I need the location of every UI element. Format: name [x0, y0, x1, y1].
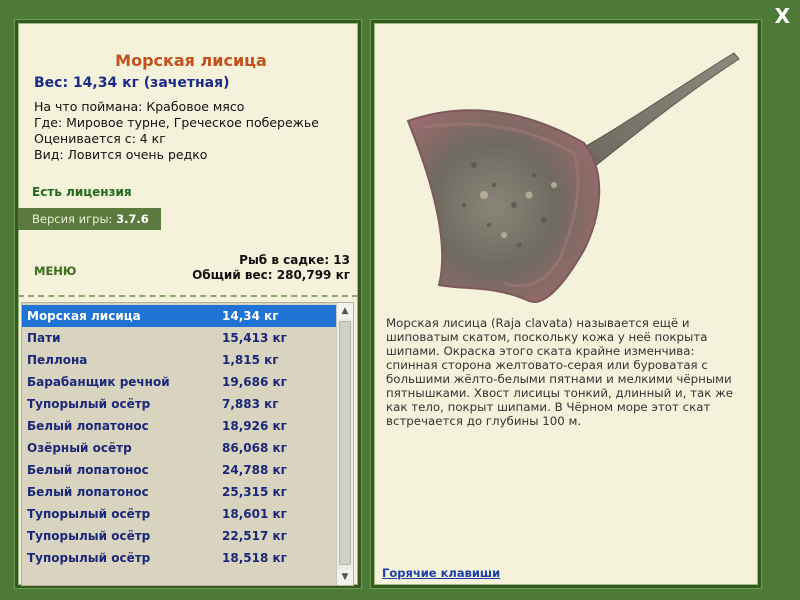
catch-fish-weight: 18,518 кг: [222, 551, 287, 565]
total-weight: Общий вес: 280,799 кг: [192, 268, 350, 282]
fish-weight: Вес: 14,34 кг (зачетная): [34, 75, 230, 91]
valuation-info: Оценивается с: 4 кг: [34, 131, 166, 146]
fish-count: Рыб в садке: 13: [239, 253, 350, 267]
catch-fish-name: Тупорылый осётр: [27, 397, 151, 411]
catch-list-row[interactable]: [22, 393, 337, 415]
fish-description: Морская лисица (Raja clavata) называется ещё и шиповатым скатом, поскольку кожа у неё покрыта шипами. Окраска этого ската крайне изменчива: спинная сторона желтовато-серая или буроватая с большими жёлто-белыми пятнами и мелкими чёрными пятнышками. Хвост лисицы тонкий, длинный и, так же как тело, покрыт шипами. В Чёрном море этот скат встречается до глубины 100 м.: [386, 316, 734, 428]
divider: [18, 295, 358, 297]
bait-info: На что поймана: Крабовое мясо: [34, 99, 245, 114]
fish-info-panel: [15, 20, 361, 588]
catch-list-row[interactable]: [22, 481, 337, 503]
catch-fish-name: Тупорылый осётр: [27, 551, 151, 565]
catch-fish-weight: 7,883 кг: [222, 397, 279, 411]
catch-fish-name: Тупорылый осётр: [27, 507, 151, 521]
catch-fish-weight: 18,926 кг: [222, 419, 287, 433]
catch-list-row[interactable]: [22, 305, 337, 327]
catch-fish-weight: 25,315 кг: [222, 485, 287, 499]
hotkeys-link[interactable]: Горячие клавиши: [382, 566, 501, 580]
catch-list-row[interactable]: [22, 371, 337, 393]
catch-fish-name: Тупорылый осётр: [27, 529, 151, 543]
fish-title: Морская лисица: [115, 51, 267, 70]
catch-fish-weight: 18,601 кг: [222, 507, 287, 521]
keepnet-stats: [192, 253, 350, 283]
catch-fish-name: Белый лопатонос: [27, 419, 149, 433]
menu-button[interactable]: МЕНЮ: [34, 264, 77, 278]
catch-fish-weight: 24,788 кг: [222, 463, 287, 477]
catch-fish-name: Озёрный осётр: [27, 441, 132, 455]
catch-list-row[interactable]: [22, 327, 337, 349]
catch-fish-weight: 22,517 кг: [222, 529, 287, 543]
catch-fish-name: Барабанщик речной: [27, 375, 170, 389]
scroll-up-icon[interactable]: ▲: [337, 303, 353, 319]
catch-fish-weight: 15,413 кг: [222, 331, 287, 345]
catch-fish-name: Морская лисица: [27, 309, 141, 323]
catch-list-row[interactable]: [22, 547, 337, 569]
location-info: Где: Мировое турне, Греческое побережье: [34, 115, 319, 130]
version-value: 3.7.6: [116, 212, 149, 226]
scrollbar[interactable]: [336, 303, 353, 585]
catch-list-box: [21, 302, 354, 586]
stingray-image: [394, 45, 744, 305]
catch-fish-weight: 1,815 кг: [222, 353, 279, 367]
version-bar: [18, 208, 161, 230]
scroll-thumb[interactable]: [339, 321, 351, 565]
catch-list[interactable]: [22, 305, 337, 569]
catch-list-row[interactable]: [22, 459, 337, 481]
catch-fish-weight: 14,34 кг: [222, 309, 279, 323]
scroll-down-icon[interactable]: ▼: [337, 569, 353, 585]
close-icon[interactable]: X: [774, 4, 790, 28]
catch-list-row[interactable]: [22, 525, 337, 547]
catch-list-row[interactable]: [22, 437, 337, 459]
catch-fish-name: Пати: [27, 331, 61, 345]
catch-fish-name: Белый лопатонос: [27, 463, 149, 477]
catch-list-row[interactable]: [22, 503, 337, 525]
rarity-info: Вид: Ловится очень редко: [34, 147, 208, 162]
catch-list-row[interactable]: [22, 415, 337, 437]
catch-fish-weight: 19,686 кг: [222, 375, 287, 389]
license-status: Есть лицензия: [32, 185, 132, 199]
catch-fish-name: Пеллона: [27, 353, 88, 367]
version-label: Версия игры:: [32, 212, 113, 226]
catch-fish-name: Белый лопатонос: [27, 485, 149, 499]
catch-fish-weight: 86,068 кг: [222, 441, 287, 455]
fish-detail-panel: [371, 20, 761, 588]
catch-list-row[interactable]: [22, 349, 337, 371]
